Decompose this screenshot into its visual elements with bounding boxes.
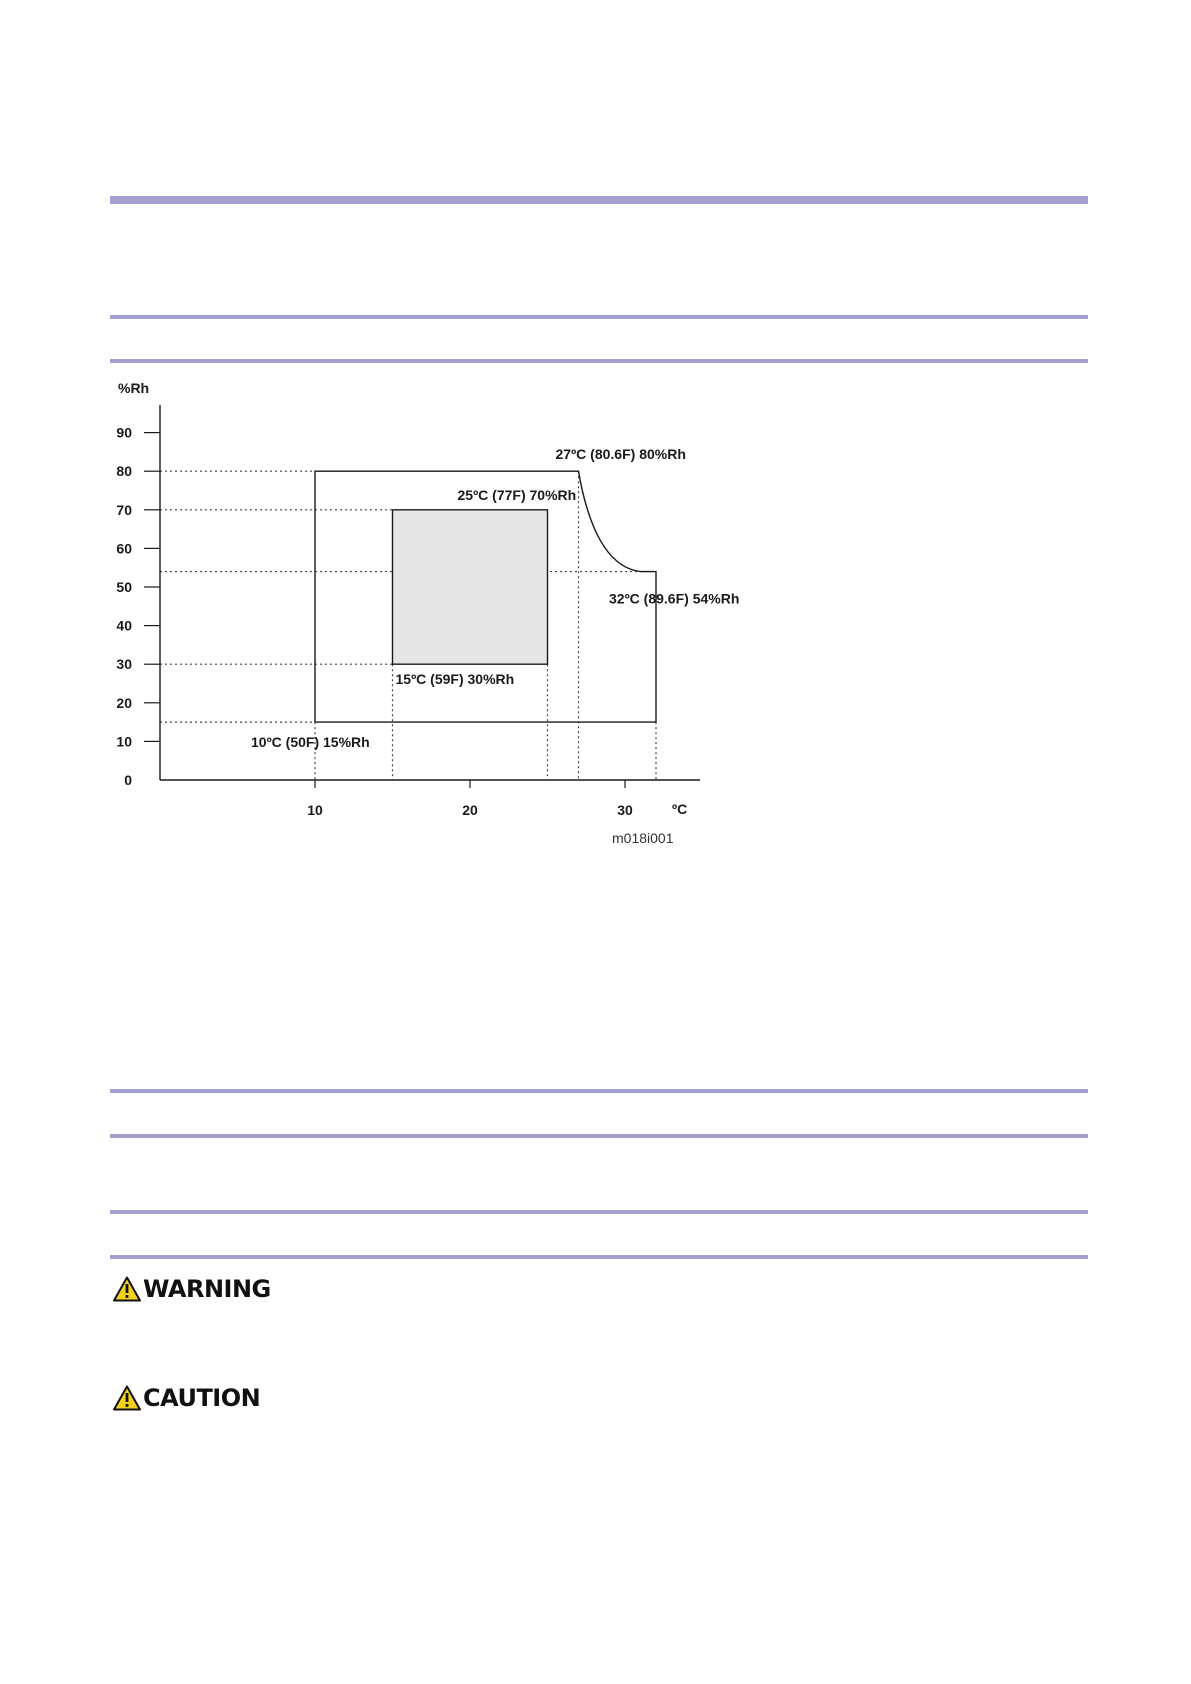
caution-label: CAUTION [143, 1384, 261, 1412]
section-rule [110, 1134, 1088, 1138]
x-tick-label: 20 [462, 802, 478, 818]
section-rule [110, 1089, 1088, 1093]
point-annotation: 15ºC (59F) 30%Rh [395, 671, 515, 688]
y-tick-label: 80 [116, 463, 132, 480]
warning-label: WARNING [143, 1275, 271, 1303]
point-annotation: 10ºC (50F) 15%Rh [251, 734, 370, 751]
y-tick-label: 30 [116, 656, 132, 673]
y-tick-label: 50 [116, 579, 132, 595]
x-tick-label: 30 [617, 802, 633, 818]
point-annotation: 25ºC (77F) 70%Rh [457, 486, 577, 503]
y-axis-title: %Rh [118, 380, 150, 396]
figure-id: m018i001 [612, 830, 674, 846]
x-tick-label: 10 [307, 802, 323, 818]
caution-triangle-icon [113, 1385, 141, 1411]
y-tick-label: 70 [116, 501, 132, 518]
warning-notice [113, 1276, 271, 1302]
y-tick-label: 90 [116, 424, 132, 441]
warning-triangle-icon [113, 1276, 141, 1302]
y-tick-label: 60 [116, 540, 132, 557]
y-tick-label: 20 [116, 694, 132, 711]
section-rule [110, 1255, 1088, 1259]
caution-notice [113, 1385, 260, 1411]
y-tick-label: 0 [124, 772, 132, 788]
y-tick-label: 10 [116, 733, 132, 750]
x-axis-title: ºC [672, 801, 688, 817]
y-tick-label: 40 [116, 617, 132, 634]
recommended-range-region [393, 510, 548, 664]
point-annotation: 32ºC (89.6F) 54%Rh [609, 590, 740, 607]
point-annotation: 27ºC (80.6F) 80%Rh [555, 446, 686, 463]
section-rule [110, 1210, 1088, 1214]
